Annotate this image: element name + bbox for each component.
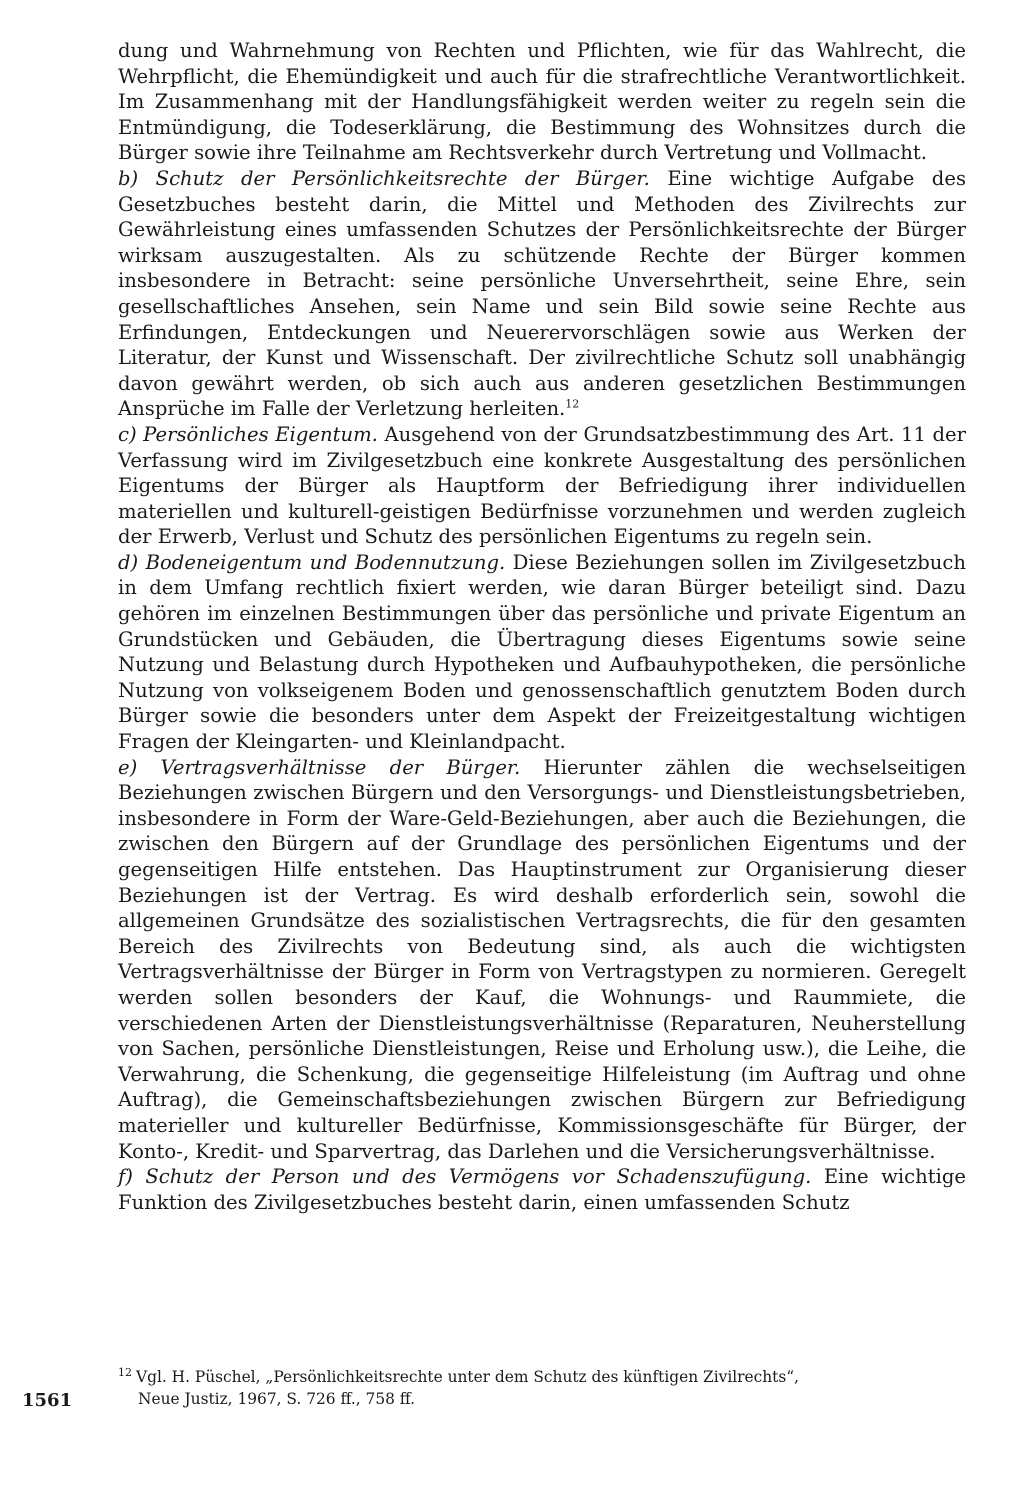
section-f-paragraph <box>118 1164 966 1215</box>
footnote-number: 12 <box>118 1365 132 1379</box>
section-c-text: Ausgehend von der Grundsatzbestimmung des Art. 11 der Verfassung wird im Zivilgesetzbuch eine konkrete Ausgestaltung des persönlichen Eigentums der Bürger als Hauptform der Befriedigung ihrer individuellen materiellen und kulturell-geistigen Bedürfnisse vorzunehmen und werden zugleich der Erwerb, Verlust und Schutz des persönlichen Eigentums zu regeln sein. <box>118 422 966 549</box>
section-e-text: Hierunter zählen die wechselseitigen Beziehungen zwischen Bürgern und den Versorgungs- und Dienstleistungsbetrieben, insbesondere in Form der Ware-Geld-Beziehungen, aber auch die Beziehungen, die zwischen den Bürgern auf der Grundlage des persönlichen Eigentums und der gegenseitigen Hilfe entstehen. Das Hauptinstrument zur Organisierung dieser Beziehungen ist der Vertrag. Es wird deshalb erforderlich sein, sowohl die allgemeinen Grundsätze des sozialistischen Vertragsrechts, die für den gesamten Bereich des Zivilrechts von Bedeutung sind, als auch die wichtigsten Vertragsverhältnisse der Bürger in Form von Vertragstypen zu normieren. Geregelt werden sollen besonders der Kauf, die Wohnungs- und Raummiete, die verschiedenen Arten der Dienstleistungsverhältnisse (Reparaturen, Neuherstellung von Sachen, persönliche Dienstleistungen, Reise und Erholung usw.), die Leihe, die Verwahrung, die Schenkung, die gegenseitige Hilfeleistung (im Auftrag und ohne Auftrag), die Gemeinschaftsbeziehungen zwischen Bürgern zur Befriedigung materieller und kultureller Bedürfnisse, Kommissionsgeschäfte für Bürger, der Konto-, Kredit- und Sparvertrag, das Darlehen und die Versicherungsverhältnisse. <box>118 755 966 1163</box>
section-b-text: Eine wichtige Aufgabe des Gesetzbuches besteht darin, die Mittel und Methoden des Zivilrechts zur Gewährleistung eines umfassenden Schutzes der Persönlichkeitsrechte der Bürger wirksam auszugestalten. Als zu schützende Rechte der Bürger kommen insbesondere in Betracht: seine persönliche Unversehrtheit, seine Ehre, sein gesellschaftliches Ansehen, sein Name und sein Bild sowie seine Rechte aus Erfindungen, Entdeckungen und Neuerervorschlägen sowie aus Werken der Literatur, der Kunst und Wissenschaft. Der zivilrechtliche Schutz soll unabhängig davon gewährt werden, ob sich auch aus anderen gesetzlichen Bestimmungen Ansprüche im Falle der Verletzung herleiten. <box>118 166 967 421</box>
section-c-heading: c) Persönliches Eigentum. <box>118 422 378 446</box>
body-text <box>118 38 966 1215</box>
section-f-heading: f) Schutz der Person und des Vermögens vor Schadenszufügung. <box>118 1165 812 1189</box>
section-d-text: Diese Beziehungen sollen im Zivilgesetzbuch in dem Umfang rechtlich fixiert werden, wie daran Bürger beteiligt sind. Dazu gehören im einzelnen Bestimmungen über das persönliche und private Eigentum an Grundstücken und Gebäuden, die Übertragung dieses Eigentums sowie seine Nutzung und Belastung durch Hypotheken und Aufbauhypotheken, die persönliche Nutzung von volkseigenem Boden und genossenschaftlich genutztem Boden durch Bürger sowie die besonders unter dem Aspekt der Freizeitgestaltung wichtigen Fragen der Kleingarten- und Kleinlandpacht. <box>118 550 966 754</box>
section-b-heading: b) Schutz der Persönlichkeitsrechte der Bürger. <box>118 166 650 190</box>
section-e-heading: e) Vertragsverhältnisse der Bürger. <box>118 755 521 779</box>
section-c-paragraph <box>118 422 966 550</box>
footnote-12 <box>118 1366 966 1410</box>
page-number: 1561 <box>22 1390 73 1411</box>
section-d-paragraph <box>118 550 966 755</box>
section-d-heading: d) Bodeneigentum und Bodennutzung. <box>118 550 506 574</box>
intro-text: dung und Wahrnehmung von Rechten und Pflichten, wie für das Wahlrecht, die Wehrpflicht, die Ehemündigkeit und auch für die strafrechtliche Verantwortlichkeit. Im Zusammenhang mit der Handlungsfähigkeit werden weiter zu regeln sein die Entmündigung, die Todeserklärung, die Bestimmung des Wohnsitzes durch die Bürger sowie ihre Teilnahme am Rechtsverkehr durch Vertretung und Vollmacht. <box>118 39 966 165</box>
footnote-line-1: Vgl. H. Püschel, „Persönlichkeitsrechte unter dem Schutz des künftigen Zivilrechts“, <box>136 1368 800 1386</box>
footnote-reference: 12 <box>565 397 580 411</box>
section-b-paragraph <box>118 166 966 422</box>
intro-paragraph <box>118 38 966 166</box>
section-e-paragraph <box>118 755 966 1165</box>
footnote-line-2: Neue Justiz, 1967, S. 726 ff., 758 ff. <box>138 1390 416 1408</box>
section-f-text: Eine wichtige Funktion des Zivilgesetzbuches besteht darin, einen umfassenden Schutz <box>118 1165 966 1214</box>
footnotes <box>118 1366 966 1410</box>
